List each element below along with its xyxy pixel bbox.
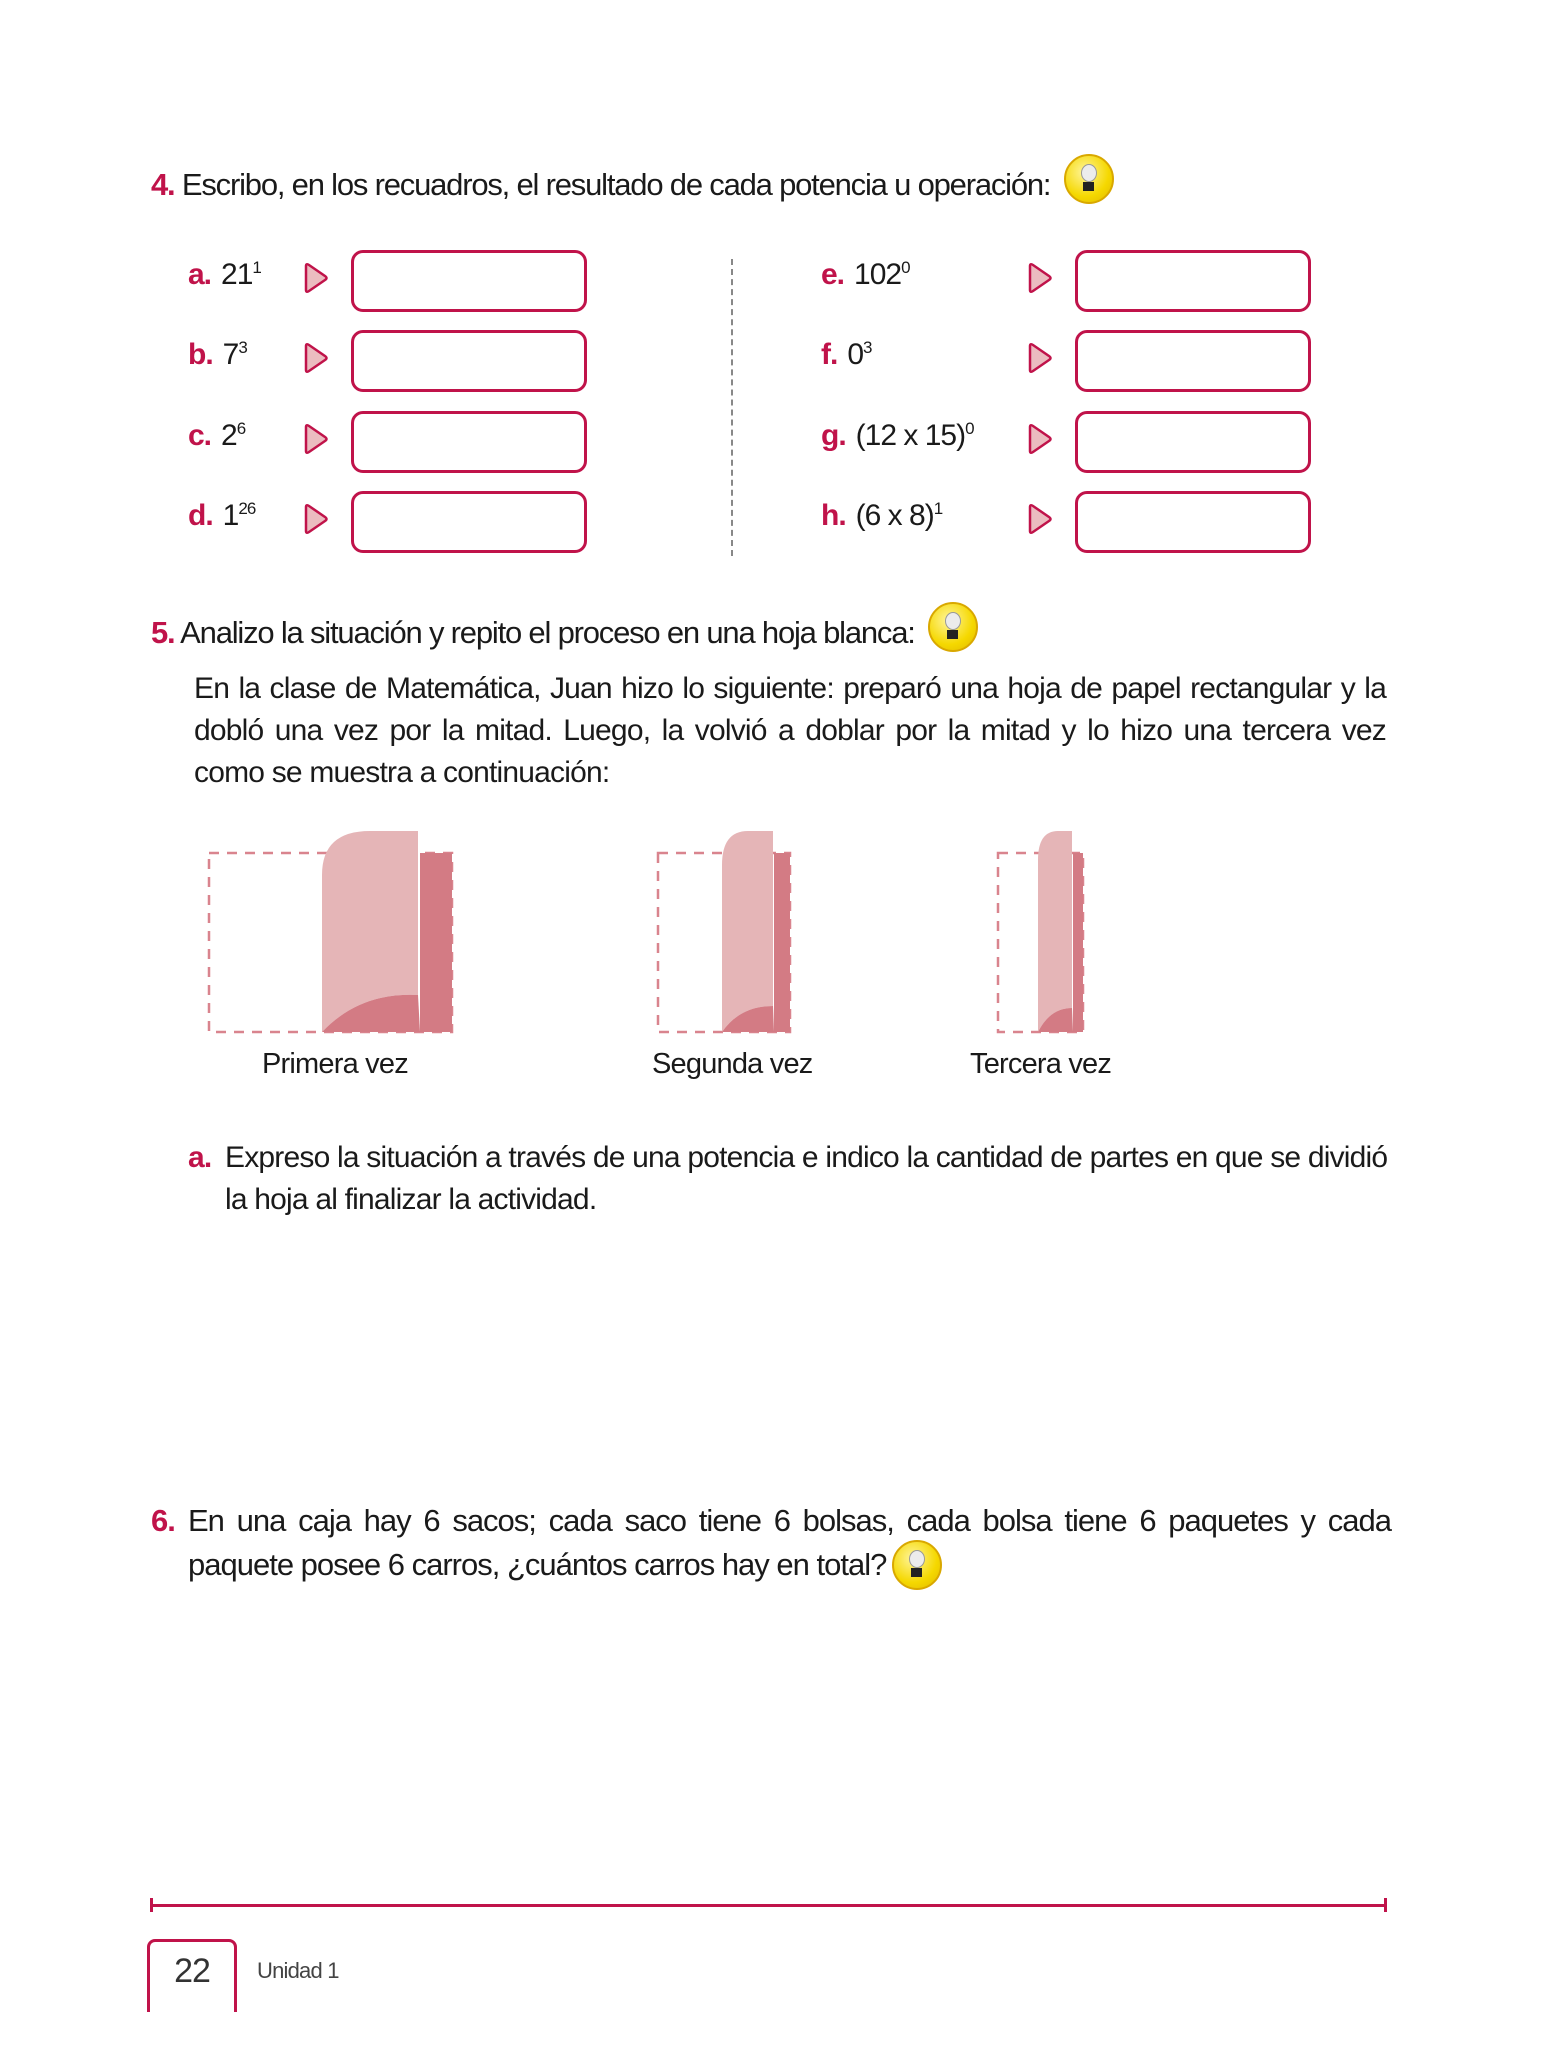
lightbulb-icon [1064, 154, 1114, 204]
question-number: 5. [151, 615, 175, 651]
item-letter: g. [821, 419, 846, 452]
item-c-label [188, 419, 245, 453]
answer-box-h[interactable] [1075, 491, 1311, 553]
arrow-icon [1027, 423, 1053, 455]
item-g-label [821, 419, 974, 453]
lightbulb-icon [928, 602, 978, 652]
item-exponent: 1 [252, 258, 261, 277]
question-text: Analizo la situación y repito el proceso en una hoja blanca: [180, 615, 915, 651]
item-base: 1 [222, 499, 239, 532]
arrow-icon [1027, 262, 1053, 294]
fold-figure-1 [209, 831, 452, 1032]
sub-letter: a. [188, 1141, 212, 1174]
answer-box-a[interactable] [351, 250, 587, 312]
folding-figures [0, 820, 1564, 1050]
item-d-label [188, 499, 255, 533]
arrow-icon [1027, 503, 1053, 535]
page-number: 22 [147, 1939, 237, 2012]
item-a-label [188, 258, 261, 292]
question-text: En una caja hay 6 sacos; cada saco tiene 6 bolsas, cada bolsa tiene 6 paquetes y cada paquete posee 6 carros, ¿cuántos carros hay en total? [188, 1503, 1391, 1583]
unit-label: Unidad 1 [257, 1958, 339, 1983]
arrow-icon [1027, 342, 1053, 374]
figure-caption-3: Tercera vez [970, 1048, 1112, 1080]
lightbulb-icon [892, 1540, 942, 1590]
item-letter: h. [821, 499, 846, 532]
item-base: 102 [854, 258, 902, 291]
question-number: 6. [151, 1503, 175, 1538]
item-exponent: 26 [238, 499, 256, 518]
item-f-label [821, 338, 871, 372]
footer-rule [151, 1904, 1386, 1907]
figure-caption-1: Primera vez [262, 1048, 408, 1080]
item-letter: e. [821, 258, 845, 291]
item-exponent: 1 [933, 499, 943, 518]
arrow-icon [303, 423, 329, 455]
figure-caption-2: Segunda vez [652, 1048, 813, 1080]
item-letter: f. [821, 338, 838, 371]
answer-box-c[interactable] [351, 411, 587, 473]
item-letter: a. [188, 258, 212, 291]
question-5-paragraph: En la clase de Matemática, Juan hizo lo siguiente: preparó una hoja de papel rectangular y la dobló una vez por la mitad. Luego, la volvió a doblar por la mitad y lo hizo una tercera vez como se muestra a continuación: [194, 672, 1386, 789]
answer-box-g[interactable] [1075, 411, 1311, 473]
question-6 [151, 1500, 1391, 1592]
item-e-label [821, 258, 910, 292]
item-exponent: 0 [901, 258, 910, 277]
fold-figure-2 [658, 831, 790, 1032]
answer-box-b[interactable] [351, 330, 587, 392]
item-base: 0 [847, 338, 864, 371]
item-letter: d. [188, 499, 213, 532]
question-5-title [151, 610, 978, 660]
item-base: (12 x 15) [855, 419, 966, 452]
fold-figure-3 [998, 831, 1083, 1032]
question-5a [188, 1137, 1388, 1221]
item-exponent: 6 [236, 419, 246, 438]
sub-text: Expreso la situación a través de una potencia e indico la cantidad de partes en que se dividió la hoja al finalizar la actividad. [225, 1141, 1388, 1216]
arrow-icon [303, 342, 329, 374]
item-letter: b. [188, 338, 213, 371]
item-h-label [821, 499, 942, 533]
item-base: 7 [222, 338, 239, 371]
item-letter: c. [188, 419, 212, 452]
item-exponent: 0 [965, 419, 974, 438]
answer-box-e[interactable] [1075, 250, 1311, 312]
footer-rule-cap-right [1384, 1898, 1387, 1912]
question-number: 4. [151, 167, 175, 203]
item-exponent: 3 [863, 338, 872, 357]
answer-box-d[interactable] [351, 491, 587, 553]
answer-box-f[interactable] [1075, 330, 1311, 392]
arrow-icon [303, 262, 329, 294]
item-exponent: 3 [238, 338, 247, 357]
item-base: 21 [221, 258, 253, 291]
column-divider [731, 259, 733, 556]
question-4-title [151, 162, 1114, 212]
item-base: (6 x 8) [855, 499, 934, 532]
footer-rule-cap-left [150, 1898, 153, 1912]
question-text: Escribo, en los recuadros, el resultado de cada potencia u operación: [181, 167, 1051, 203]
item-base: 2 [221, 419, 237, 452]
arrow-icon [303, 503, 329, 535]
item-b-label [188, 338, 247, 372]
